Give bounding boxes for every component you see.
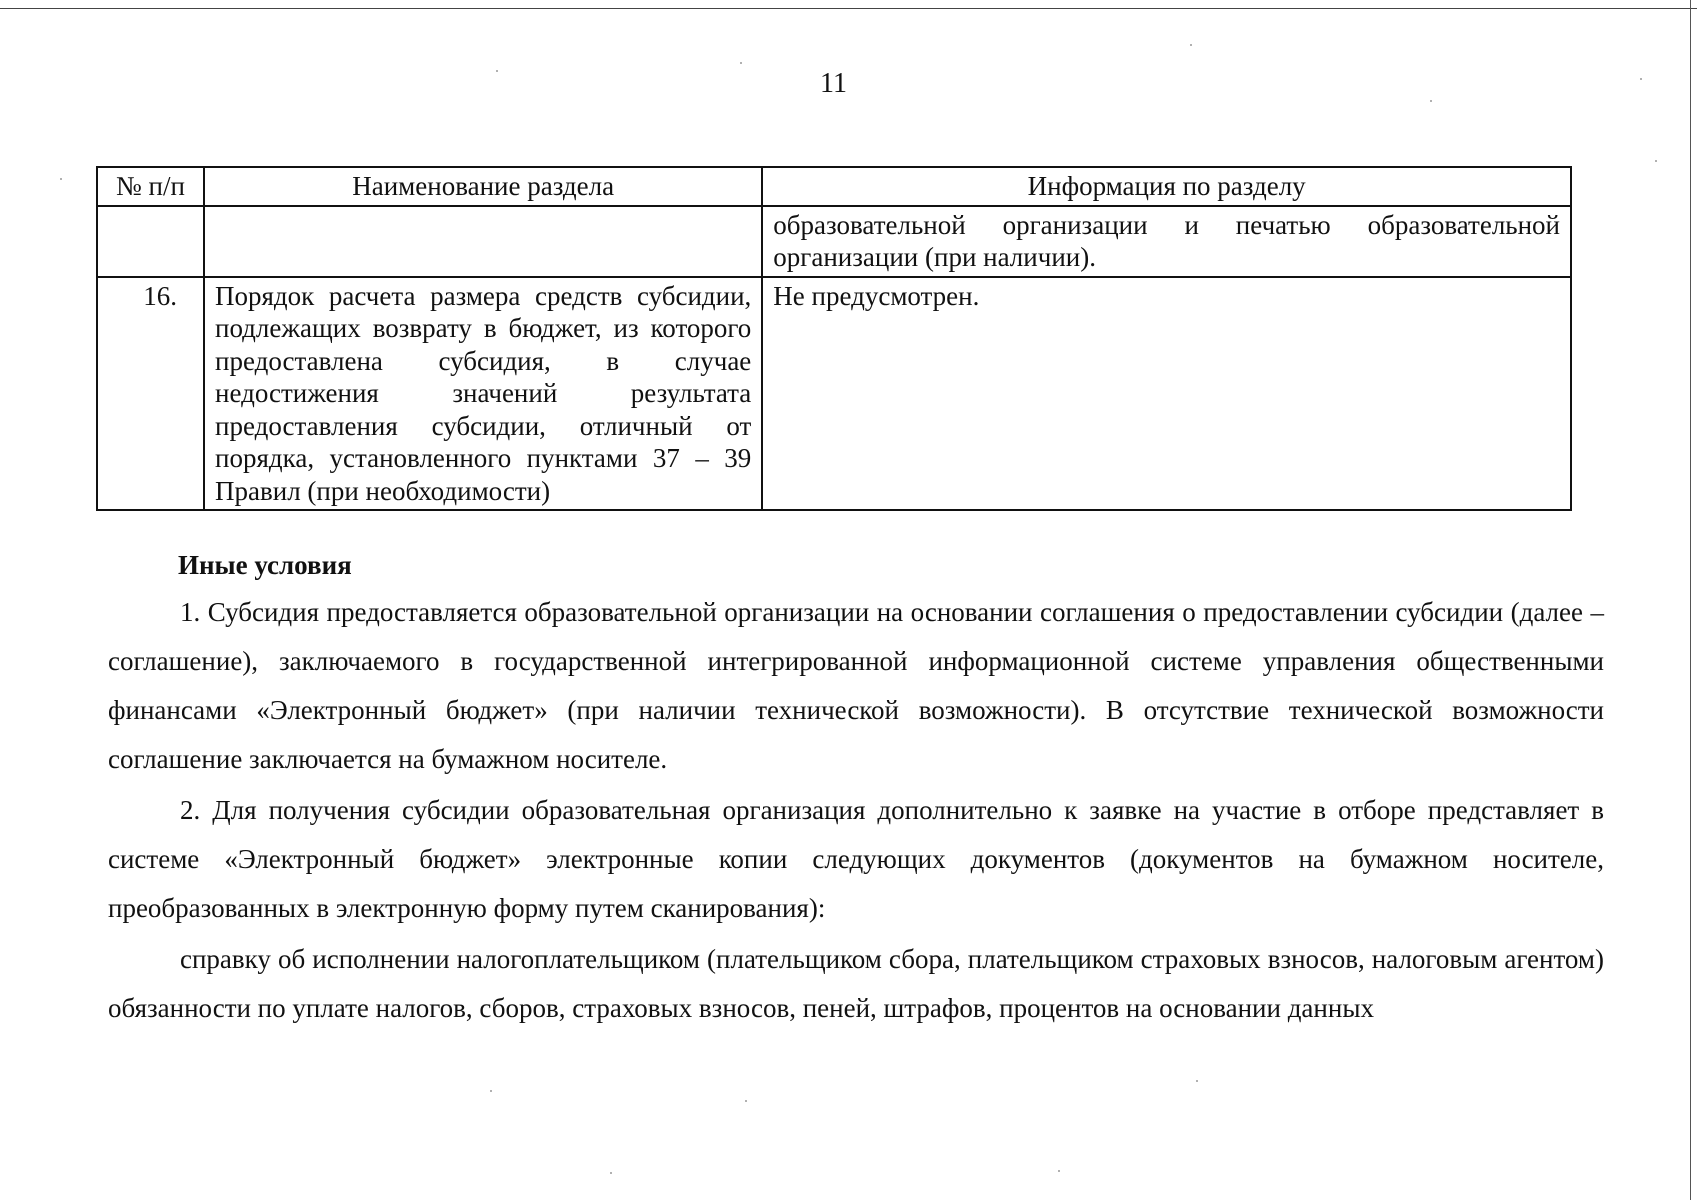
page-number: 11 — [820, 68, 847, 99]
row-section-name — [204, 206, 762, 277]
scan-top-edge — [0, 8, 1697, 9]
scan-speck — [1196, 1080, 1198, 1082]
paragraph-2: 2. Для получения субсидии образовательная организация дополнительно к заявке на участие в отборе представляет в системе «Электронный бюджет» электронные копии следующих документов (документов на бумажном носителе, преобразованных в электронную форму путем сканирования): — [108, 795, 1604, 923]
table-header-row — [97, 167, 1571, 206]
row-number — [97, 206, 204, 277]
scan-speck — [740, 62, 742, 64]
scan-speck — [1058, 1170, 1060, 1172]
header-section-name: Наименование раздела — [204, 167, 762, 206]
scan-speck — [1640, 78, 1642, 80]
section-info-table — [96, 166, 1572, 511]
scan-speck — [1655, 160, 1657, 162]
table-row — [97, 206, 1571, 277]
section-heading: Иные условия — [178, 550, 352, 580]
row-number: 16. — [97, 277, 204, 511]
row-section-info: Не предусмотрен. — [762, 277, 1571, 511]
paragraph-3: справку об исполнении налогоплательщиком (плательщиком сбора, плательщиком страховых взносов, налоговым агентом) обязанности по уплате налогов, сборов, страховых взносов, пеней, штрафов, процентов на основании данных — [108, 944, 1604, 1023]
scan-speck — [490, 1090, 492, 1092]
scan-speck — [1190, 44, 1192, 46]
scan-right-edge — [1690, 0, 1691, 1200]
table-row — [97, 277, 1571, 511]
header-number: № п/п — [97, 167, 204, 206]
header-section-info: Информация по разделу — [762, 167, 1571, 206]
scan-speck — [60, 178, 62, 180]
scan-speck — [496, 70, 498, 72]
row-section-name: Порядок расчета размера средств субсидии, подлежащих возврату в бюджет, из которого предоставлена субсидия, в случае недостижения значений результата предоставления субсидии, отличный от порядка, установленного пунктами 37 – 39 Правил (при необходимости) — [204, 277, 762, 511]
scan-speck — [610, 1172, 612, 1174]
scan-speck — [1430, 100, 1432, 102]
paragraph-1: 1. Субсидия предоставляется образовательной организации на основании соглашения о предоставлении субсидии (далее – соглашение), заключаемого в государственной интегрированной информационной системе управления общественными финансами «Электронный бюджет» (при наличии технической возможности). В отсутствие технической возможности соглашение заключается на бумажном носителе. — [108, 597, 1604, 774]
scan-speck — [745, 1100, 747, 1102]
row-section-info: образовательной организации и печатью образовательной организации (при наличии). — [762, 206, 1571, 277]
